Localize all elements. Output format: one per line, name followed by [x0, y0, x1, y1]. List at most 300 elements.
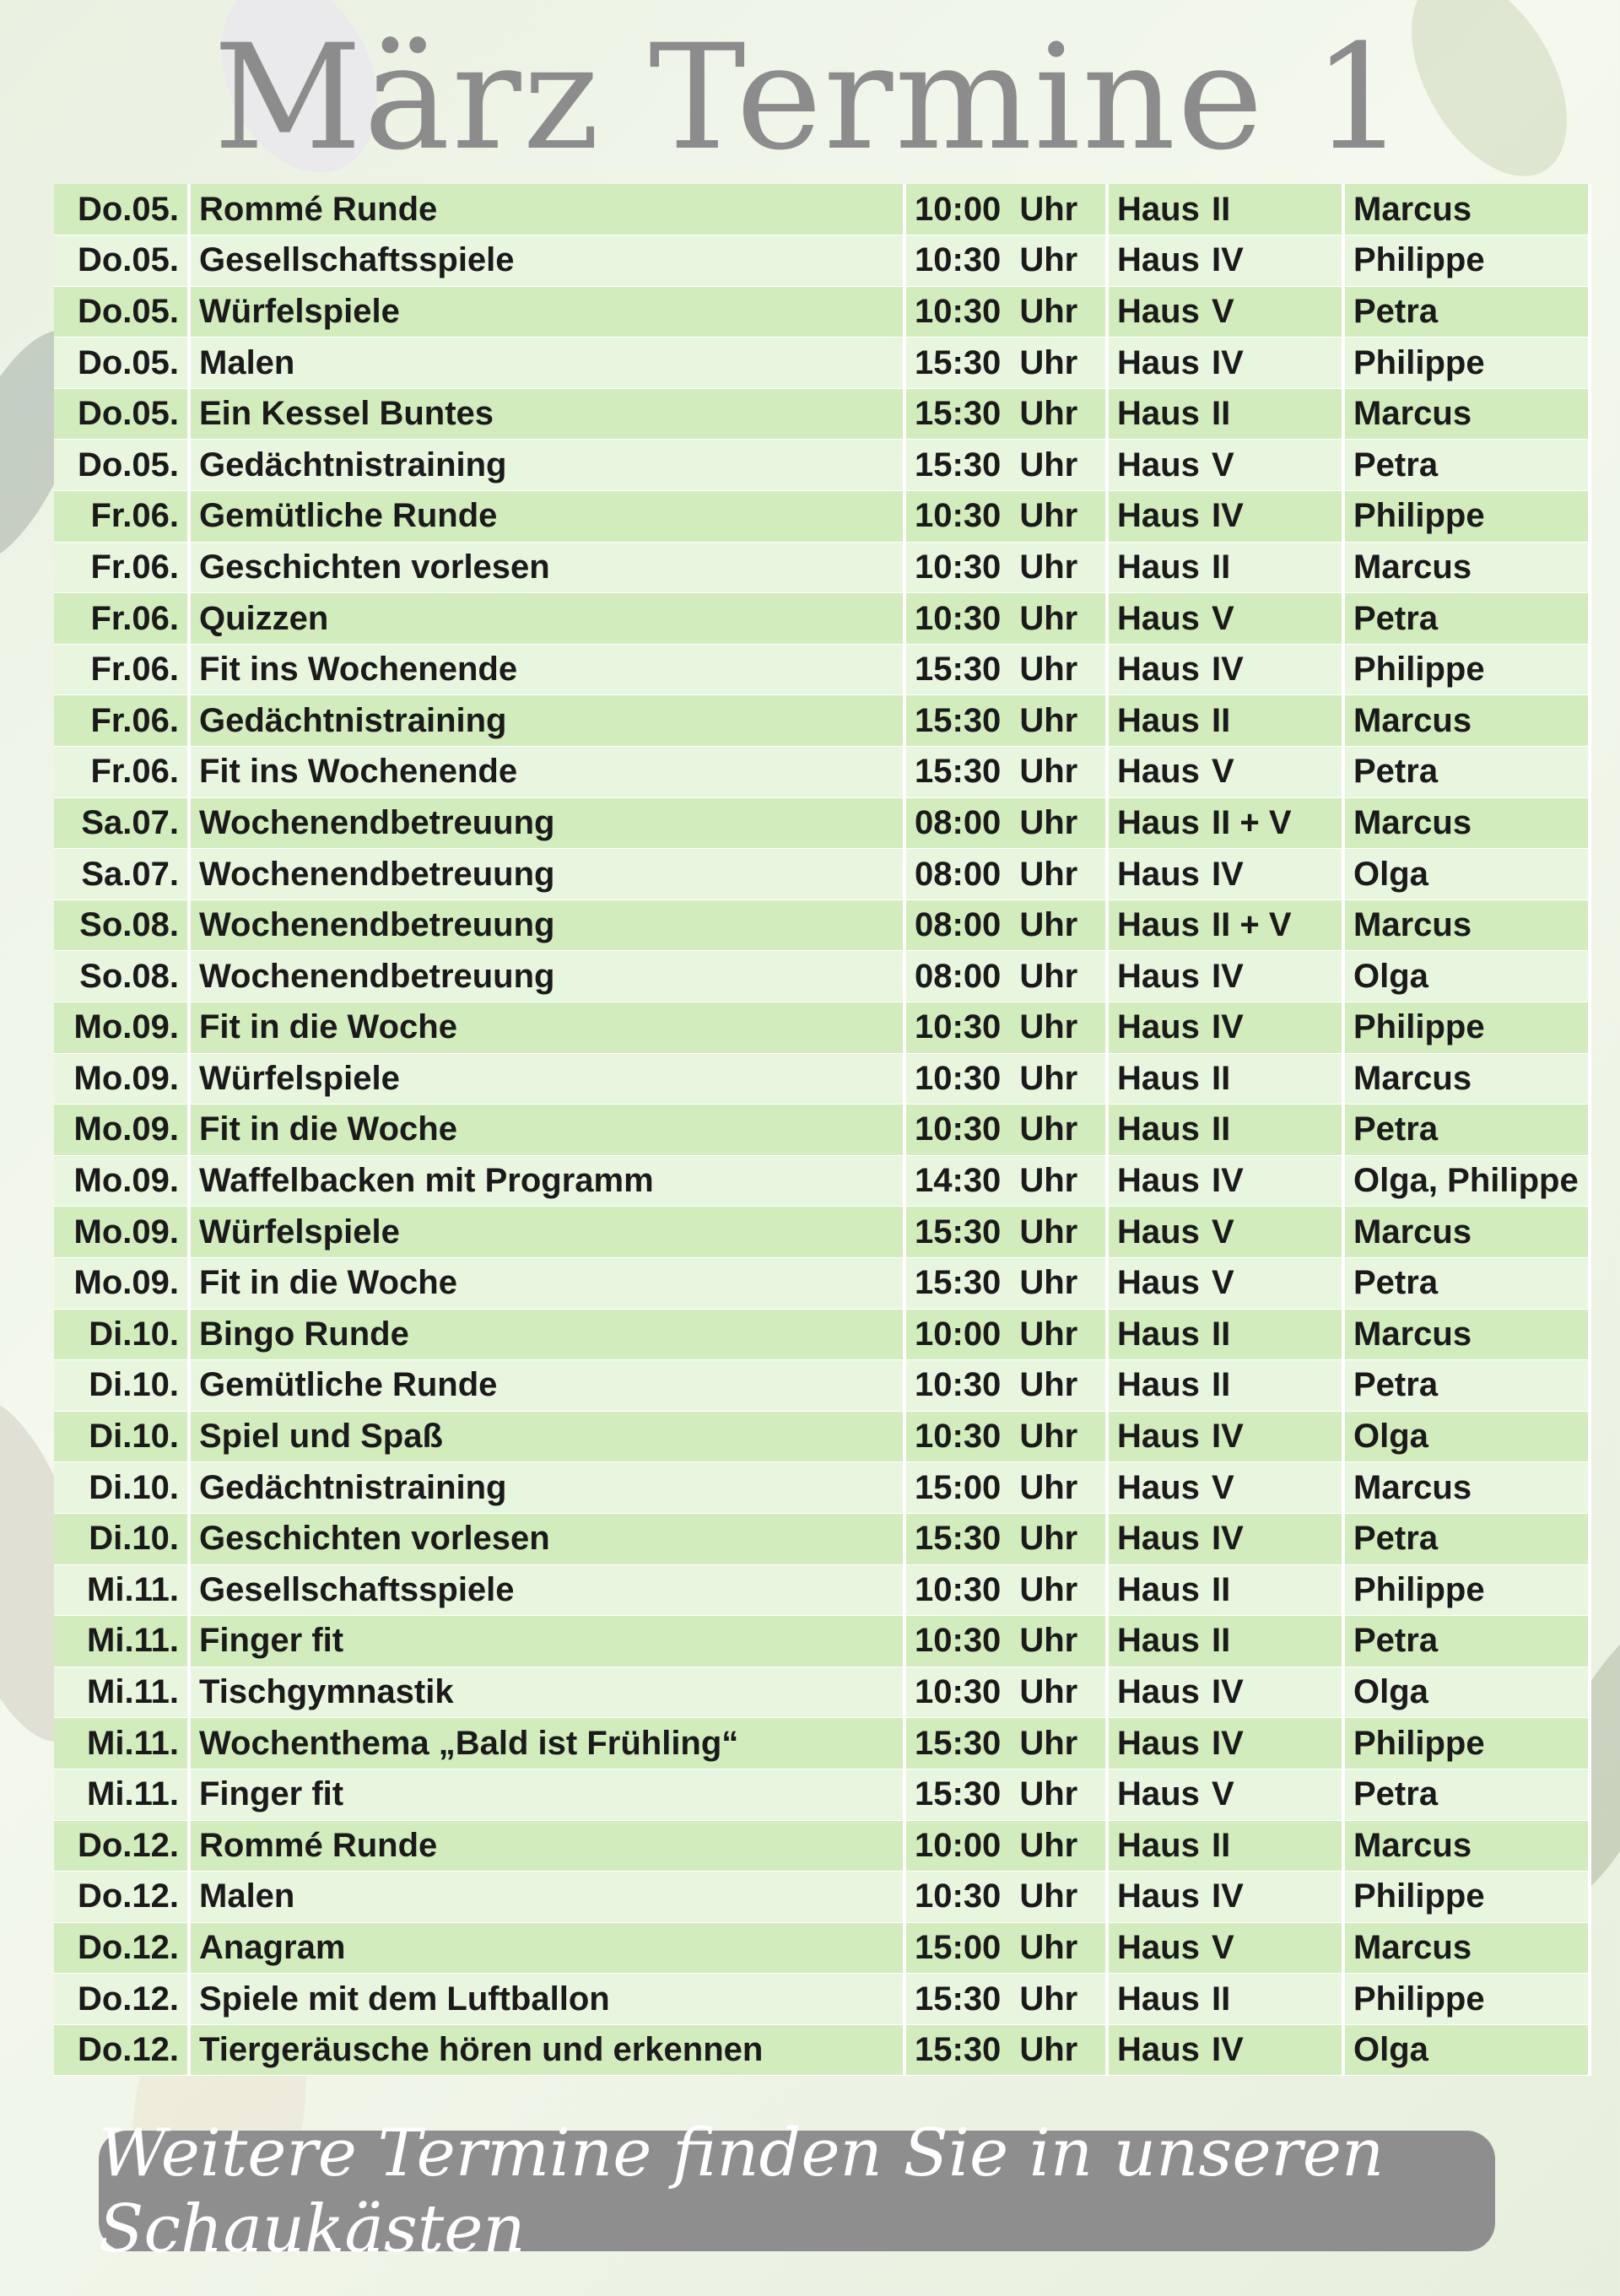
staff-cell: Marcus	[1343, 1462, 1590, 1514]
house-number: V	[1212, 1775, 1234, 1813]
house-cell	[1107, 593, 1343, 645]
time-cell	[904, 1360, 1107, 1412]
schedule-body	[54, 184, 1590, 2076]
activity-cell: Geschichten vorlesen	[189, 542, 904, 593]
table-row	[54, 542, 1590, 593]
time-unit: Uhr	[1019, 446, 1078, 484]
house-number: II + V	[1212, 803, 1292, 841]
time-cell	[904, 491, 1107, 543]
staff-cell: Olga	[1343, 1667, 1590, 1718]
staff-cell: Philippe	[1343, 235, 1590, 287]
time-value: 15:30	[915, 343, 1002, 381]
time-cell	[904, 1820, 1107, 1872]
staff-cell: Petra	[1343, 1513, 1590, 1564]
date-cell: Di.10.	[54, 1360, 189, 1412]
activity-cell: Würfelspiele	[189, 1053, 904, 1105]
time-cell	[904, 1564, 1107, 1616]
table-row	[54, 388, 1590, 440]
date-cell: Do.05.	[54, 235, 189, 287]
house-cell	[1107, 388, 1343, 440]
staff-cell: Marcus	[1343, 1053, 1590, 1105]
house-number: II	[1212, 1622, 1231, 1660]
date-cell: Fr.06.	[54, 644, 189, 695]
house-number: IV	[1212, 957, 1244, 995]
time-cell	[904, 1974, 1107, 2025]
house-cell	[1107, 235, 1343, 287]
activity-cell: Gemütliche Runde	[189, 491, 904, 543]
time-unit: Uhr	[1019, 343, 1078, 381]
time-cell	[904, 1257, 1107, 1309]
time-cell	[904, 849, 1107, 900]
house-label: Haus	[1117, 395, 1200, 433]
house-label: Haus	[1117, 1315, 1200, 1353]
time-unit: Uhr	[1019, 1826, 1078, 1864]
table-row	[54, 1105, 1590, 1156]
activity-cell: Fit in die Woche	[189, 1257, 904, 1309]
house-label: Haus	[1117, 957, 1200, 995]
activity-cell: Anagram	[189, 1922, 904, 1974]
house-cell	[1107, 695, 1343, 747]
activity-cell: Rommé Runde	[189, 184, 904, 235]
table-row	[54, 1564, 1590, 1616]
house-cell	[1107, 286, 1343, 338]
house-number: V	[1212, 292, 1234, 330]
date-cell: Fr.06.	[54, 542, 189, 593]
activity-cell: Bingo Runde	[189, 1309, 904, 1360]
activity-cell: Geschichten vorlesen	[189, 1513, 904, 1564]
time-unit: Uhr	[1019, 1366, 1078, 1404]
activity-cell: Wochenendbetreuung	[189, 849, 904, 900]
time-unit: Uhr	[1019, 2031, 1078, 2069]
house-cell	[1107, 1053, 1343, 1105]
date-cell: Do.05.	[54, 388, 189, 440]
house-cell	[1107, 542, 1343, 593]
house-number: V	[1212, 1264, 1234, 1302]
activity-cell: Gesellschaftsspiele	[189, 1564, 904, 1616]
staff-cell: Petra	[1343, 1105, 1590, 1156]
house-cell	[1107, 1872, 1343, 1923]
activity-cell: Wochenendbetreuung	[189, 797, 904, 849]
time-unit: Uhr	[1019, 1418, 1078, 1456]
time-unit: Uhr	[1019, 1928, 1078, 1966]
time-value: 15:30	[915, 395, 1002, 433]
house-number: II	[1212, 1980, 1231, 2018]
staff-cell: Petra	[1343, 1616, 1590, 1667]
staff-cell: Marcus	[1343, 899, 1590, 951]
activity-cell: Malen	[189, 1872, 904, 1923]
date-cell: Do.05.	[54, 338, 189, 389]
house-cell	[1107, 1462, 1343, 1514]
house-cell	[1107, 951, 1343, 1002]
time-cell	[904, 1105, 1107, 1156]
time-cell	[904, 1922, 1107, 1974]
house-cell	[1107, 1820, 1343, 1872]
table-row	[54, 1718, 1590, 1769]
activity-cell: Wochenendbetreuung	[189, 951, 904, 1002]
table-row	[54, 440, 1590, 491]
house-label: Haus	[1117, 803, 1200, 841]
time-value: 10:00	[915, 1826, 1002, 1864]
house-number: IV	[1212, 1520, 1244, 1558]
house-label: Haus	[1117, 1826, 1200, 1864]
time-cell	[904, 388, 1107, 440]
table-row	[54, 1002, 1590, 1054]
house-cell	[1107, 1309, 1343, 1360]
staff-cell: Olga, Philippe	[1343, 1155, 1590, 1207]
house-label: Haus	[1117, 1724, 1200, 1762]
house-number: IV	[1212, 1008, 1244, 1046]
house-cell	[1107, 1769, 1343, 1820]
time-unit: Uhr	[1019, 1570, 1078, 1608]
house-label: Haus	[1117, 906, 1200, 944]
house-cell	[1107, 1974, 1343, 2025]
house-cell	[1107, 849, 1343, 900]
staff-cell: Petra	[1343, 1769, 1590, 1820]
house-number: IV	[1212, 1673, 1244, 1711]
time-value: 10:30	[915, 241, 1002, 279]
staff-cell: Philippe	[1343, 1718, 1590, 1769]
house-number: V	[1212, 599, 1234, 637]
time-value: 08:00	[915, 855, 1002, 893]
house-number: IV	[1212, 1724, 1244, 1762]
time-value: 10:30	[915, 1570, 1002, 1608]
staff-cell: Philippe	[1343, 338, 1590, 389]
table-row	[54, 1207, 1590, 1258]
table-row	[54, 644, 1590, 695]
house-cell	[1107, 1718, 1343, 1769]
house-number: II	[1212, 190, 1231, 228]
house-cell	[1107, 338, 1343, 389]
staff-cell: Marcus	[1343, 184, 1590, 235]
date-cell: Do.12.	[54, 1872, 189, 1923]
time-value: 14:30	[915, 1162, 1002, 1200]
house-cell	[1107, 1513, 1343, 1564]
house-number: II + V	[1212, 906, 1292, 944]
time-unit: Uhr	[1019, 241, 1078, 279]
date-cell: Mi.11.	[54, 1718, 189, 1769]
date-cell: Do.12.	[54, 1974, 189, 2025]
date-cell: So.08.	[54, 951, 189, 1002]
date-cell: Do.12.	[54, 1820, 189, 1872]
date-cell: Sa.07.	[54, 797, 189, 849]
staff-cell: Philippe	[1343, 491, 1590, 543]
date-cell: Mo.09.	[54, 1002, 189, 1054]
date-cell: Mi.11.	[54, 1769, 189, 1820]
time-value: 10:30	[915, 599, 1002, 637]
house-label: Haus	[1117, 1264, 1200, 1302]
activity-cell: Quizzen	[189, 593, 904, 645]
house-cell	[1107, 440, 1343, 491]
time-cell	[904, 899, 1107, 951]
date-cell: Mi.11.	[54, 1564, 189, 1616]
time-unit: Uhr	[1019, 701, 1078, 739]
time-unit: Uhr	[1019, 753, 1078, 791]
house-cell	[1107, 1411, 1343, 1462]
time-cell	[904, 797, 1107, 849]
house-cell	[1107, 644, 1343, 695]
time-value: 15:30	[915, 701, 1002, 739]
time-unit: Uhr	[1019, 1775, 1078, 1813]
time-cell	[904, 1002, 1107, 1054]
time-value: 15:30	[915, 1520, 1002, 1558]
house-number: IV	[1212, 1418, 1244, 1456]
time-value: 15:30	[915, 2031, 1002, 2069]
time-unit: Uhr	[1019, 1877, 1078, 1915]
time-value: 15:30	[915, 446, 1002, 484]
house-number: IV	[1212, 2031, 1244, 2069]
time-value: 10:30	[915, 1418, 1002, 1456]
staff-cell: Petra	[1343, 286, 1590, 338]
house-cell	[1107, 899, 1343, 951]
staff-cell: Marcus	[1343, 1922, 1590, 1974]
date-cell: So.08.	[54, 899, 189, 951]
time-unit: Uhr	[1019, 395, 1078, 433]
activity-cell: Tiergeräusche hören und erkennen	[189, 2024, 904, 2076]
date-cell: Di.10.	[54, 1513, 189, 1564]
staff-cell: Marcus	[1343, 388, 1590, 440]
table-row	[54, 1462, 1590, 1514]
time-cell	[904, 235, 1107, 287]
staff-cell: Marcus	[1343, 1207, 1590, 1258]
staff-cell: Petra	[1343, 1360, 1590, 1412]
activity-cell: Wochenendbetreuung	[189, 899, 904, 951]
time-cell	[904, 1513, 1107, 1564]
house-label: Haus	[1117, 1213, 1200, 1251]
time-cell	[904, 1411, 1107, 1462]
time-cell	[904, 1053, 1107, 1105]
house-number: V	[1212, 446, 1234, 484]
time-cell	[904, 1207, 1107, 1258]
date-cell: Mo.09.	[54, 1257, 189, 1309]
table-row	[54, 491, 1590, 543]
house-cell	[1107, 1564, 1343, 1616]
house-number: IV	[1212, 855, 1244, 893]
table-row	[54, 1360, 1590, 1412]
activity-cell: Gedächtnistraining	[189, 695, 904, 747]
time-cell	[904, 542, 1107, 593]
house-label: Haus	[1117, 1980, 1200, 2018]
date-cell: Mi.11.	[54, 1616, 189, 1667]
time-unit: Uhr	[1019, 548, 1078, 586]
house-number: II	[1212, 1059, 1231, 1097]
house-cell	[1107, 1002, 1343, 1054]
time-unit: Uhr	[1019, 1520, 1078, 1558]
table-row	[54, 1616, 1590, 1667]
time-value: 10:30	[915, 1366, 1002, 1404]
house-label: Haus	[1117, 599, 1200, 637]
staff-cell: Petra	[1343, 747, 1590, 798]
house-label: Haus	[1117, 753, 1200, 791]
time-value: 08:00	[915, 906, 1002, 944]
house-number: II	[1212, 1110, 1231, 1148]
time-cell	[904, 1667, 1107, 1718]
time-value: 10:30	[915, 1110, 1002, 1148]
activity-cell: Finger fit	[189, 1769, 904, 1820]
house-number: V	[1212, 1928, 1234, 1966]
table-row	[54, 1411, 1590, 1462]
date-cell: Do.12.	[54, 2024, 189, 2076]
staff-cell: Marcus	[1343, 695, 1590, 747]
table-row	[54, 286, 1590, 338]
house-cell	[1107, 797, 1343, 849]
activity-cell: Gesellschaftsspiele	[189, 235, 904, 287]
time-cell	[904, 184, 1107, 235]
house-label: Haus	[1117, 497, 1200, 535]
time-cell	[904, 2024, 1107, 2076]
house-cell	[1107, 184, 1343, 235]
time-value: 10:30	[915, 1673, 1002, 1711]
house-label: Haus	[1117, 548, 1200, 586]
table-row	[54, 1820, 1590, 1872]
staff-cell: Philippe	[1343, 644, 1590, 695]
house-label: Haus	[1117, 651, 1200, 689]
activity-cell: Malen	[189, 338, 904, 389]
house-cell	[1107, 491, 1343, 543]
staff-cell: Marcus	[1343, 542, 1590, 593]
table-row	[54, 1769, 1590, 1820]
house-cell	[1107, 1922, 1343, 1974]
house-label: Haus	[1117, 1059, 1200, 1097]
activity-cell: Fit in die Woche	[189, 1002, 904, 1054]
house-cell	[1107, 1105, 1343, 1156]
house-cell	[1107, 2024, 1343, 2076]
date-cell: Do.05.	[54, 440, 189, 491]
staff-cell: Marcus	[1343, 797, 1590, 849]
table-row	[54, 338, 1590, 389]
staff-cell: Philippe	[1343, 1564, 1590, 1616]
time-unit: Uhr	[1019, 1468, 1078, 1506]
time-unit: Uhr	[1019, 957, 1078, 995]
date-cell: Do.05.	[54, 184, 189, 235]
time-unit: Uhr	[1019, 1008, 1078, 1046]
table-row	[54, 593, 1590, 645]
time-value: 10:30	[915, 1059, 1002, 1097]
staff-cell: Philippe	[1343, 1974, 1590, 2025]
house-label: Haus	[1117, 190, 1200, 228]
activity-cell: Würfelspiele	[189, 1207, 904, 1258]
time-value: 15:00	[915, 1928, 1002, 1966]
activity-cell: Waffelbacken mit Programm	[189, 1155, 904, 1207]
staff-cell: Marcus	[1343, 1309, 1590, 1360]
house-number: II	[1212, 1826, 1231, 1864]
date-cell: Fr.06.	[54, 695, 189, 747]
house-label: Haus	[1117, 855, 1200, 893]
time-unit: Uhr	[1019, 599, 1078, 637]
time-unit: Uhr	[1019, 292, 1078, 330]
time-unit: Uhr	[1019, 651, 1078, 689]
date-cell: Fr.06.	[54, 747, 189, 798]
activity-cell: Tischgymnastik	[189, 1667, 904, 1718]
time-unit: Uhr	[1019, 1059, 1078, 1097]
time-cell	[904, 1462, 1107, 1514]
time-value: 10:00	[915, 190, 1002, 228]
activity-cell: Würfelspiele	[189, 286, 904, 338]
table-row	[54, 1155, 1590, 1207]
house-label: Haus	[1117, 1520, 1200, 1558]
time-value: 15:30	[915, 1775, 1002, 1813]
staff-cell: Olga	[1343, 951, 1590, 1002]
time-unit: Uhr	[1019, 803, 1078, 841]
table-row	[54, 1872, 1590, 1923]
table-row	[54, 951, 1590, 1002]
time-unit: Uhr	[1019, 1980, 1078, 2018]
house-label: Haus	[1117, 1110, 1200, 1148]
house-label: Haus	[1117, 241, 1200, 279]
time-cell	[904, 951, 1107, 1002]
table-row	[54, 235, 1590, 287]
house-cell	[1107, 1257, 1343, 1309]
date-cell: Mo.09.	[54, 1053, 189, 1105]
time-value: 15:30	[915, 753, 1002, 791]
staff-cell: Petra	[1343, 440, 1590, 491]
time-value: 15:30	[915, 1264, 1002, 1302]
time-cell	[904, 695, 1107, 747]
house-cell	[1107, 747, 1343, 798]
table-row	[54, 184, 1590, 235]
time-cell	[904, 1718, 1107, 1769]
staff-cell: Olga	[1343, 849, 1590, 900]
house-number: IV	[1212, 497, 1244, 535]
time-value: 08:00	[915, 803, 1002, 841]
date-cell: Fr.06.	[54, 491, 189, 543]
time-value: 15:30	[915, 1980, 1002, 2018]
time-unit: Uhr	[1019, 1162, 1078, 1200]
house-label: Haus	[1117, 1673, 1200, 1711]
activity-cell: Rommé Runde	[189, 1820, 904, 1872]
house-number: IV	[1212, 1877, 1244, 1915]
house-number: IV	[1212, 241, 1244, 279]
date-cell: Mo.09.	[54, 1155, 189, 1207]
time-unit: Uhr	[1019, 1315, 1078, 1353]
staff-cell: Philippe	[1343, 1872, 1590, 1923]
time-unit: Uhr	[1019, 497, 1078, 535]
house-label: Haus	[1117, 1928, 1200, 1966]
time-value: 10:30	[915, 1877, 1002, 1915]
table-row	[54, 1974, 1590, 2025]
time-cell	[904, 286, 1107, 338]
date-cell: Mi.11.	[54, 1667, 189, 1718]
table-row	[54, 1513, 1590, 1564]
time-cell	[904, 1155, 1107, 1207]
activity-cell: Spiel und Spaß	[189, 1411, 904, 1462]
table-row	[54, 1309, 1590, 1360]
time-unit: Uhr	[1019, 1724, 1078, 1762]
staff-cell: Olga	[1343, 1411, 1590, 1462]
house-cell	[1107, 1155, 1343, 1207]
activity-cell: Fit ins Wochenende	[189, 747, 904, 798]
activity-cell: Ein Kessel Buntes	[189, 388, 904, 440]
table-row	[54, 1053, 1590, 1105]
time-cell	[904, 747, 1107, 798]
table-row	[54, 1922, 1590, 1974]
staff-cell: Philippe	[1343, 1002, 1590, 1054]
date-cell: Mo.09.	[54, 1105, 189, 1156]
house-cell	[1107, 1207, 1343, 1258]
time-cell	[904, 1769, 1107, 1820]
activity-cell: Finger fit	[189, 1616, 904, 1667]
time-unit: Uhr	[1019, 1110, 1078, 1148]
time-cell	[904, 1616, 1107, 1667]
house-number: II	[1212, 548, 1231, 586]
date-cell: Di.10.	[54, 1309, 189, 1360]
activity-cell: Gedächtnistraining	[189, 1462, 904, 1514]
table-row	[54, 1257, 1590, 1309]
table-row	[54, 899, 1590, 951]
house-cell	[1107, 1667, 1343, 1718]
activity-cell: Spiele mit dem Luftballon	[189, 1974, 904, 2025]
house-number: II	[1212, 395, 1231, 433]
date-cell: Do.05.	[54, 286, 189, 338]
